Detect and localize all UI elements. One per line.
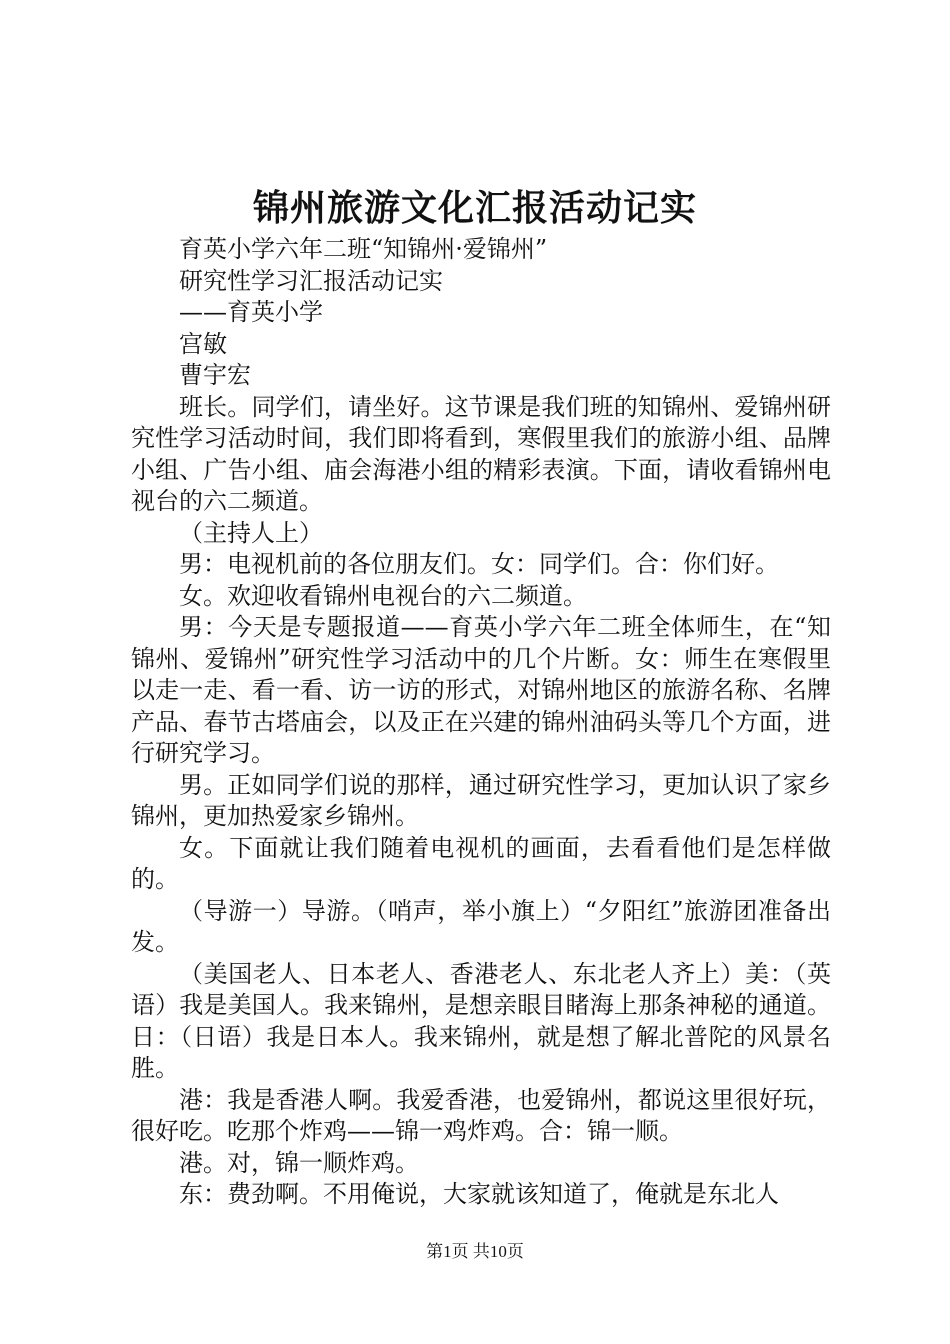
author-name-1: 宫敏 (179, 329, 227, 358)
page-number-footer: 第1页 共10页 (426, 1242, 524, 1261)
body-paragraph: 港。对，锦一顺炸鸡。 (179, 1148, 419, 1177)
body-paragraph: 班长。同学们，请坐好。这节课是我们班的知锦州、爱锦州研究性学习活动时间，我们即将看到，寒假里我们的旅游小组、品牌小组、广告小组、庙会海港小组的精彩表演。下面，请收看锦州电视台的六二频道。 (131, 392, 831, 515)
author-school: ——育英小学 (179, 298, 323, 326)
body-paragraph: 东：费劲啊。不用俺说，大家就该知道了，俺就是东北人 (179, 1180, 779, 1208)
body-paragraph: 港：我是香港人啊。我爱香港，也爱锦州，都说这里很好玩，很好吃。吃那个炸鸡——锦一鸡炸鸡。合：锦一顺。 (131, 1085, 831, 1145)
body-paragraph: （导游一）导游。（哨声，举小旗上）“夕阳红”旅游团准备出发。 (131, 896, 831, 956)
body-paragraph: 男。正如同学们说的那样，通过研究性学习，更加认识了家乡锦州，更加热爱家乡锦州。 (131, 770, 831, 830)
author-name-2: 曹宇宏 (179, 361, 251, 389)
body-paragraph: （美国老人、日本老人、香港老人、东北老人齐上）美：（英语）我是美国人。我来锦州，是想亲眼目睹海上那条神秘的通道。日：（日语）我是日本人。我来锦州，就是想了解北普陀的风景名胜。 (131, 959, 831, 1082)
subtitle-line-2: 研究性学习汇报活动记实 (179, 266, 443, 295)
document-body (131, 234, 831, 1211)
body-paragraph: 男：今天是专题报道——育英小学六年二班全体师生，在“知锦州、爱锦州”研究性学习活动中的几个片断。女：师生在寒假里以走一走、看一看、访一访的形式，对锦州地区的旅游名称、名牌产品、春节古塔庙会，以及正在兴建的锦州油码头等几个方面，进行研究学习。 (131, 613, 831, 767)
body-paragraph: （主持人上） (179, 518, 323, 547)
document-title: 锦州旅游文化汇报活动记实 (252, 187, 697, 229)
body-paragraph: 男：电视机前的各位朋友们。女：同学们。合：你们好。 (179, 550, 779, 578)
body-paragraph: 女。欢迎收看锦州电视台的六二频道。 (179, 581, 587, 610)
subtitle-line-1: 育英小学六年二班“知锦州·爱锦州” (179, 235, 548, 263)
body-paragraph: 女。下面就让我们随着电视机的画面，去看看他们是怎样做的。 (131, 833, 831, 893)
